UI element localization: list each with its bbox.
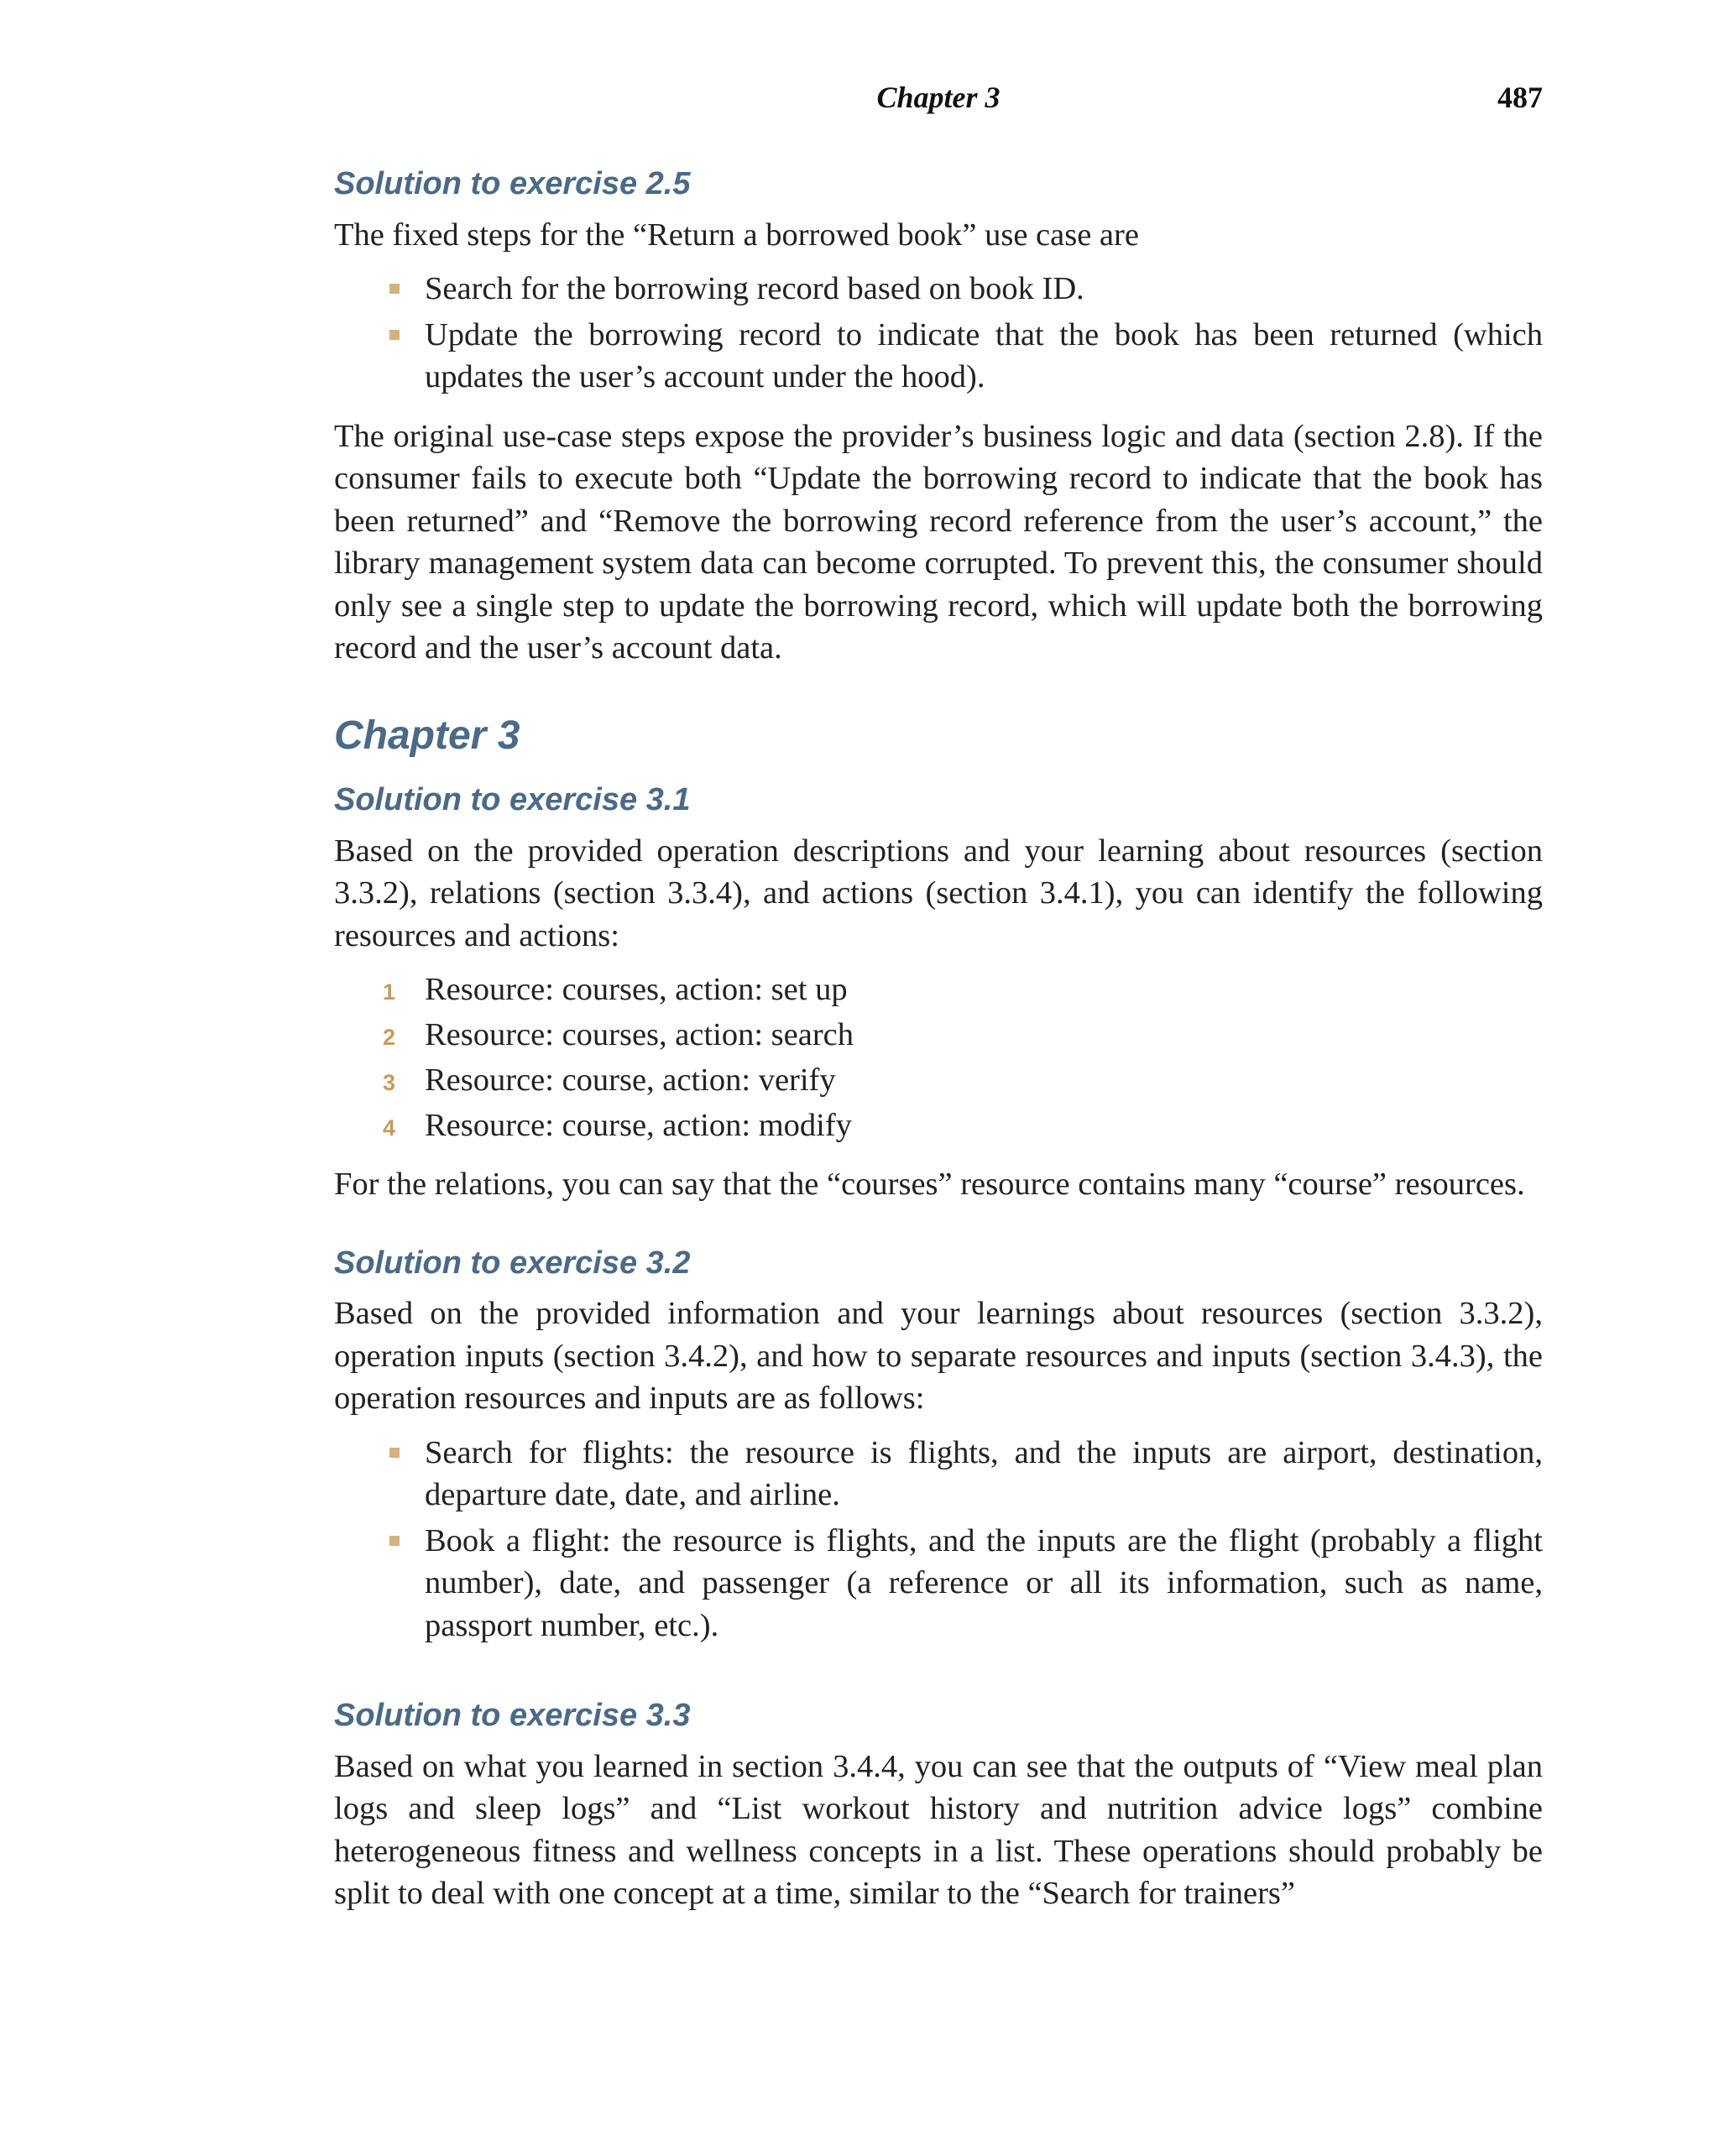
paragraph: The original use-case steps expose the provider’s business logic and data (section 2.8). If the consumer fails to execute both “Update the borrowing record to indicate that the book has been returned” and “Remove the borrowing record reference from the user’s account,” the library management system data can become corrupted. To prevent this, the consumer should only see a single step to update the borrowing record, which will update both the borrowing record and the user’s account data. <box>334 418 1543 666</box>
list-item-text: Update the borrowing record to indicate that the book has been returned (which updates the user’s account under the hood). <box>425 316 1543 395</box>
list-item <box>383 1059 1543 1101</box>
list-item <box>425 1520 1543 1647</box>
section-exercise-2-5 <box>334 165 1543 670</box>
list-item <box>383 968 1543 1010</box>
paragraph: For the relations, you can say that the “courses” resource contains many “course” resources. <box>334 1167 1525 1203</box>
paragraph: Based on what you learned in section 3.4.4, you can see that the outputs of “View meal plan logs and sleep logs” and “List workout history and nutrition advice logs” combine heterogeneous fitness and wellness concepts in a list. These operations should probably be split to deal with one concept at a time, similar to the “Search for trainers” <box>334 1748 1543 1912</box>
list-item-text: Resource: course, action: modify <box>425 1108 852 1144</box>
section-heading: Solution to exercise 3.2 <box>334 1245 691 1281</box>
spacer <box>334 1663 1543 1697</box>
running-header <box>334 80 1543 122</box>
list-item-text: Search for flights: the resource is flights, and the inputs are airport, destination, departure date, date, and airline. <box>425 1434 1543 1513</box>
list-number: 2 <box>383 1025 396 1051</box>
chapter-heading: Chapter 3 <box>334 713 520 758</box>
section-heading: Solution to exercise 3.3 <box>334 1698 691 1734</box>
numbered-list <box>334 968 1543 1146</box>
running-header-chapter: Chapter 3 <box>876 81 1001 114</box>
square-bullet-icon <box>389 1448 400 1458</box>
section-heading: Solution to exercise 2.5 <box>334 166 691 201</box>
list-item <box>383 1104 1543 1146</box>
square-bullet-icon <box>389 330 400 340</box>
list-item <box>425 314 1543 399</box>
paragraph: The fixed steps for the “Return a borrowed book” use case are <box>334 217 1139 253</box>
list-item-text: Search for the borrowing record based on book ID. <box>425 271 1084 307</box>
section-exercise-3-3 <box>334 1697 1543 1915</box>
spacer <box>334 1206 1543 1245</box>
list-number: 4 <box>383 1115 396 1141</box>
page-number: 487 <box>1497 81 1543 114</box>
book-page <box>334 80 1543 1915</box>
list-item-text: Resource: course, action: verify <box>425 1062 836 1099</box>
paragraph: Based on the provided operation descriptions and your learning about resources (section 3.3.2), relations (section 3.3.4), and actions (section 3.4.1), you can identify the following resources and actions: <box>334 833 1543 953</box>
square-bullet-icon <box>389 1536 400 1546</box>
section-exercise-3-1 <box>334 781 1543 1206</box>
list-item <box>425 1432 1543 1517</box>
list-number: 1 <box>383 979 396 1005</box>
paragraph: Based on the provided information and your learnings about resources (section 3.3.2), operation inputs (section 3.4.2), and how to separate resources and inputs (section 3.4.3), the operation resources and inputs are as follows: <box>334 1296 1543 1417</box>
list-item-text: Resource: courses, action: set up <box>425 972 848 1008</box>
list-item <box>425 268 1543 311</box>
bullet-list <box>334 268 1543 399</box>
list-number: 3 <box>383 1070 396 1096</box>
list-item <box>383 1014 1543 1056</box>
list-item-text: Book a flight: the resource is flights, and the inputs are the flight (probably a flight number), date, and passenger (a reference or all its information, such as name, passport number, etc.). <box>425 1522 1543 1643</box>
square-bullet-icon <box>389 284 400 294</box>
section-heading: Solution to exercise 3.1 <box>334 782 691 818</box>
section-exercise-3-2 <box>334 1245 1543 1647</box>
bullet-list <box>334 1432 1543 1647</box>
list-item-text: Resource: courses, action: search <box>425 1017 854 1053</box>
